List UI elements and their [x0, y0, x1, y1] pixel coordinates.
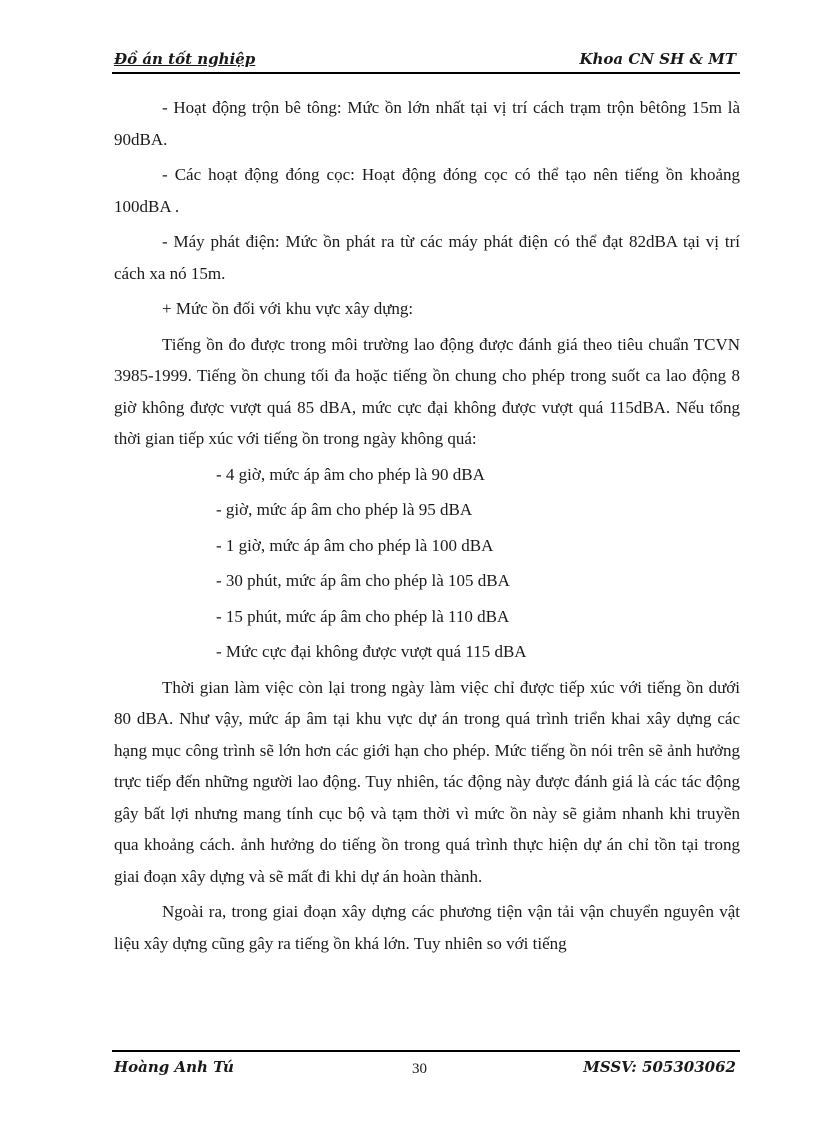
- page-number: 30: [412, 1061, 427, 1077]
- list-item: - 4 giờ, mức áp âm cho phép là 90 dBA: [216, 464, 485, 484]
- header-faculty: Khoa CN SH & MT: [579, 50, 736, 68]
- paragraph-generator: - Máy phát điện: Mức ồn phát ra từ các máy phát điện có thể đạt 82dBA tại vị trí cách xa nó 15m.: [114, 232, 740, 283]
- paragraph-noise-standard: Tiếng ồn đo được trong môi trường lao động được đánh giá theo tiêu chuẩn TCVN 3985-1999. Tiếng ồn chung tối đa hoặc tiếng ồn chung cho phép trong suốt ca lao động 8 giờ không được vượt quá 85 dBA, mức cực đại không được vượt quá 115dBA. Nếu tổng thời gian tiếp xúc với tiếng ồn trong ngày không quá:: [114, 334, 740, 448]
- list-item: - 1 giờ, mức áp âm cho phép là 100 dBA: [216, 535, 494, 555]
- list-item: - 15 phút, mức áp âm cho phép là 110 dBA: [216, 606, 510, 626]
- footer-author: Hoàng Anh Tú: [114, 1058, 234, 1076]
- footer-student-id: MSSV: 505303062: [583, 1058, 736, 1076]
- header-document-type: Đồ án tốt nghiệp: [114, 50, 256, 68]
- paragraph-transport-noise: Ngoài ra, trong giai đoạn xây dựng các phương tiện vận tải vận chuyển nguyên vật liệu xây dựng cũng gây ra tiếng ồn khá lớn. Tuy nhiên so với tiếng: [114, 902, 740, 953]
- list-item: - 30 phút, mức áp âm cho phép là 105 dBA: [216, 571, 510, 590]
- exposure-limits-list: [114, 459, 740, 668]
- paragraph-remaining-exposure: Thời gian làm việc còn lại trong ngày làm việc chỉ được tiếp xúc với tiếng ồn dưới 80 dBA. Như vậy, mức áp âm tại khu vực dự án trong quá trình triển khai xây dựng các hạng mục công trình sẽ lớn hơn các giới hạn cho phép. Mức tiếng ồn nói trên sẽ ảnh hưởng trực tiếp đến những người lao động. Tuy nhiên, tác động này được đánh giá là các tác động gây bất lợi nhưng mang tính cục bộ và tạm thời vì mức ồn này sẽ giảm nhanh khi truyền qua khoảng cách. ảnh hưởng do tiếng ồn trong quá trình thực hiện dự án chỉ tồn tại trong giai đoạn xây dựng và sẽ mất đi khi dự án hoàn thành.: [114, 677, 740, 886]
- page-body: [114, 92, 740, 963]
- paragraph-pile-driving: - Các hoạt động đóng cọc: Hoạt động đóng cọc có thể tạo nên tiếng ồn khoảng 100dBA .: [114, 165, 740, 216]
- paragraph-concrete-mixing: - Hoạt động trộn bê tông: Mức ồn lớn nhất tại vị trí cách trạm trộn bêtông 15m là 90dBA.: [114, 98, 740, 149]
- list-item: - giờ, mức áp âm cho phép là 95 dBA: [216, 500, 473, 519]
- section-heading-noise-level: + Mức ồn đối với khu vực xây dựng:: [162, 299, 414, 318]
- list-item: - Mức cực đại không được vượt quá 115 dBA: [216, 642, 527, 661]
- page-header: [112, 50, 740, 74]
- page-footer: [112, 1050, 740, 1082]
